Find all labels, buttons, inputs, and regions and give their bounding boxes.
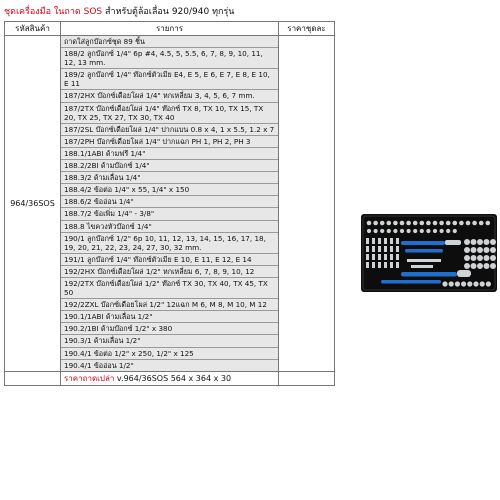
bit (378, 254, 381, 260)
page-title (4, 4, 334, 20)
empty-tray-price-value (279, 371, 335, 385)
header-row (5, 22, 335, 36)
bit (390, 246, 393, 252)
socket-small (393, 221, 398, 226)
socket-small (387, 229, 391, 233)
bit (396, 262, 399, 268)
title-black-part: สำหรับตู้ล้อเลื่อน 920/940 ทุกรุ่น (102, 7, 235, 17)
empty-tray-label (61, 371, 279, 385)
socket-small (374, 229, 378, 233)
bit (378, 246, 381, 252)
socket-small (400, 221, 405, 226)
list-item: 188/2 ลูกบ๊อกซ์ 1/4" 6p #4, 4.5, 5, 5.5, 6, 7, 8, 9, 10, 11, 12, 13 mm. (61, 48, 278, 69)
empty-tray-price-label: ราคาถาดเปล่า (64, 373, 115, 383)
socket-small (393, 229, 397, 233)
list-item: 187/2SL บ๊อกซ์เดือยโผล่ 1/4" ปากแบน 0.8 x 4, 1 x 5.5, 1.2 x 7 (61, 124, 278, 136)
socket-large (484, 263, 490, 269)
socket-large (464, 239, 470, 245)
list-item: 191/1 ลูกบ๊อกซ์ 1/4" ท๊อกซ์ตัวเมีย E 10, E 11, E 12, E 14 (61, 254, 278, 266)
socket-large (477, 263, 483, 269)
handle-blue (405, 249, 443, 253)
socket-small (367, 229, 371, 233)
list-item: 188.7/2 ข้อเพิ่ม 1/4" - 3/8" (61, 208, 278, 220)
list-item: 187/2TX บ๊อกซ์เดือยโผล่ 1/4" ท๊อกซ์ TX 8, TX 10, TX 15, TX 20, TX 25, TX 27, TX 30, TX 40 (61, 103, 278, 124)
socket-small (466, 221, 471, 226)
socket-large (461, 281, 466, 286)
bit (384, 238, 387, 244)
list-item: ถาดใส่ลูกบ๊อกซ์ชุด 89 ชิ้น (61, 36, 278, 48)
socket-large (471, 263, 477, 269)
socket-large (471, 247, 477, 253)
ratchet-head (457, 270, 471, 277)
socket-small (426, 221, 431, 226)
socket-small (479, 221, 484, 226)
socket-large (449, 281, 454, 286)
list-item: 190.4/1 ข้อต่อ 1/2" x 250, 1/2" x 125 (61, 348, 278, 360)
socket-large (490, 247, 496, 253)
socket-small (380, 229, 384, 233)
socket-small (413, 229, 417, 233)
empty-tray-dimensions: v.964/36SOS 564 x 364 x 30 (114, 373, 232, 383)
list-item: 187/2HX บ๊อกซ์เดือยโผล่ 1/4" หกเหลี่ยม 3, 4, 5, 6, 7 mm. (61, 90, 278, 102)
socket-small (400, 229, 404, 233)
socket-large (486, 281, 491, 286)
list-item: 190.4/1 ข้ออ่อน 1/2" (61, 360, 278, 371)
socket-large (484, 255, 490, 261)
bit (372, 254, 375, 260)
list-item: 192/2HX บ๊อกซ์เดือยโผล่ 1/2" หกเหลี่ยม 6, 7, 8, 9, 10, 12 (61, 266, 278, 278)
socket-large (480, 281, 485, 286)
bit (378, 238, 381, 244)
socket-large (477, 247, 483, 253)
list-item: 189/2 ลูกบ๊อกซ์ 1/4" ท๊อกซ์ตัวเมีย E4, E 5, E 6, E 7, E 8, E 10, E 11 (61, 69, 278, 90)
bit (372, 238, 375, 244)
list-item: 192/2TX บ๊อกซ์เดือยโผล่ 1/2" ท๊อกซ์ TX 30, TX 40, TX 45, TX 50 (61, 278, 278, 299)
handle-blue (401, 272, 457, 277)
item-list (61, 36, 278, 371)
ratchet-head (445, 240, 461, 245)
bit (366, 238, 369, 244)
bit (372, 246, 375, 252)
price-cell (279, 36, 335, 372)
socket-small (439, 221, 444, 226)
title-red-part: ชุดเครื่องมือ ในถาด SOS (4, 7, 103, 17)
socket-small (407, 229, 411, 233)
list-item: 190.2/1BI ด้ามบ๊อกซ์ 1/2" x 380 (61, 323, 278, 335)
product-table (4, 21, 335, 386)
tool-tray-photo (361, 214, 497, 292)
list-item: 187/2PH บ๊อกซ์เดือยโผล่ 1/4" ปากแฉก PH 1, PH 2, PH 3 (61, 136, 278, 148)
bit (372, 262, 375, 268)
socket-small (387, 221, 392, 226)
bit (366, 262, 369, 268)
socket-small (486, 221, 491, 226)
list-item: 190/1 ลูกบ๊อกซ์ 1/2" 6p 10, 11, 12, 13, 14, 15, 16, 17, 18, 19, 20, 21, 22, 23, 24, 27, 30, 32 mm. (61, 233, 278, 254)
bit (390, 262, 393, 268)
handle-blue (381, 280, 441, 284)
list-item: 188.8 ไขควงหัวบ๊อกซ์ 1/4" (61, 221, 278, 233)
socket-large (477, 255, 483, 261)
socket-small (420, 229, 424, 233)
bit (390, 254, 393, 260)
socket-small (373, 221, 378, 226)
item-list-cell (61, 36, 279, 372)
socket-small (426, 229, 430, 233)
socket-small (413, 221, 418, 226)
product-row (5, 36, 335, 372)
socket-large (464, 263, 470, 269)
bit (396, 238, 399, 244)
bit (378, 262, 381, 268)
socket-large (490, 263, 496, 269)
list-item: 188.6/2 ข้ออ่อน 1/4" (61, 196, 278, 208)
socket-small (446, 229, 450, 233)
bit (384, 262, 387, 268)
empty-code-cell (5, 371, 61, 385)
list-item: 188.4/2 ข้อต่อ 1/4" x 55, 1/4" x 150 (61, 184, 278, 196)
socket-small (440, 229, 444, 233)
list-item: 188.3/2 ด้ามเลื่อน 1/4" (61, 172, 278, 184)
bit (384, 246, 387, 252)
tray-body (363, 216, 495, 290)
column-header-list: รายการ (61, 22, 279, 36)
socket-small (433, 229, 437, 233)
socket-small (472, 221, 477, 226)
bit (366, 246, 369, 252)
socket-large (473, 281, 478, 286)
list-item: 190.3/1 ด้ามเลื่อน 1/2" (61, 335, 278, 347)
bit (390, 238, 393, 244)
extension-bar (411, 265, 433, 268)
socket-large (490, 239, 496, 245)
socket-large (490, 255, 496, 261)
handle-blue (401, 241, 445, 245)
list-item: 188.2/2BI ด้ามบ๊อกซ์ 1/4" (61, 160, 278, 172)
socket-large (467, 281, 472, 286)
empty-tray-price-row (5, 371, 335, 385)
list-item: 188.1/1ABI ด้ามฟรี 1/4" (61, 148, 278, 160)
tool-tray-illustration (361, 214, 497, 292)
socket-large (484, 247, 490, 253)
socket-large (471, 255, 477, 261)
bit (384, 254, 387, 260)
socket-small (433, 221, 438, 226)
socket-small (446, 221, 451, 226)
socket-large (455, 281, 460, 286)
product-code: 964/36SOS (5, 36, 61, 372)
socket-large (484, 239, 490, 245)
socket-small (420, 221, 425, 226)
socket-small (453, 229, 457, 233)
socket-large (477, 239, 483, 245)
bit (396, 246, 399, 252)
column-header-code: รหัสสินค้า (5, 22, 61, 36)
socket-small (406, 221, 411, 226)
bit (396, 254, 399, 260)
column-header-price: ราคาชุดละ (279, 22, 335, 36)
extension-bar (407, 259, 441, 262)
socket-large (442, 281, 447, 286)
socket-small (459, 221, 464, 226)
socket-small (453, 221, 458, 226)
socket-large (464, 255, 470, 261)
socket-large (471, 239, 477, 245)
socket-small (367, 221, 372, 226)
list-item: 190.1/1ABI ด้ามเลื่อน 1/2" (61, 311, 278, 323)
socket-small (380, 221, 385, 226)
list-item: 192/2ZXL บ๊อกซ์เดือยโผล่ 1/2" 12แฉก M 6, M 8, M 10, M 12 (61, 299, 278, 311)
socket-large (464, 247, 470, 253)
bit (366, 254, 369, 260)
